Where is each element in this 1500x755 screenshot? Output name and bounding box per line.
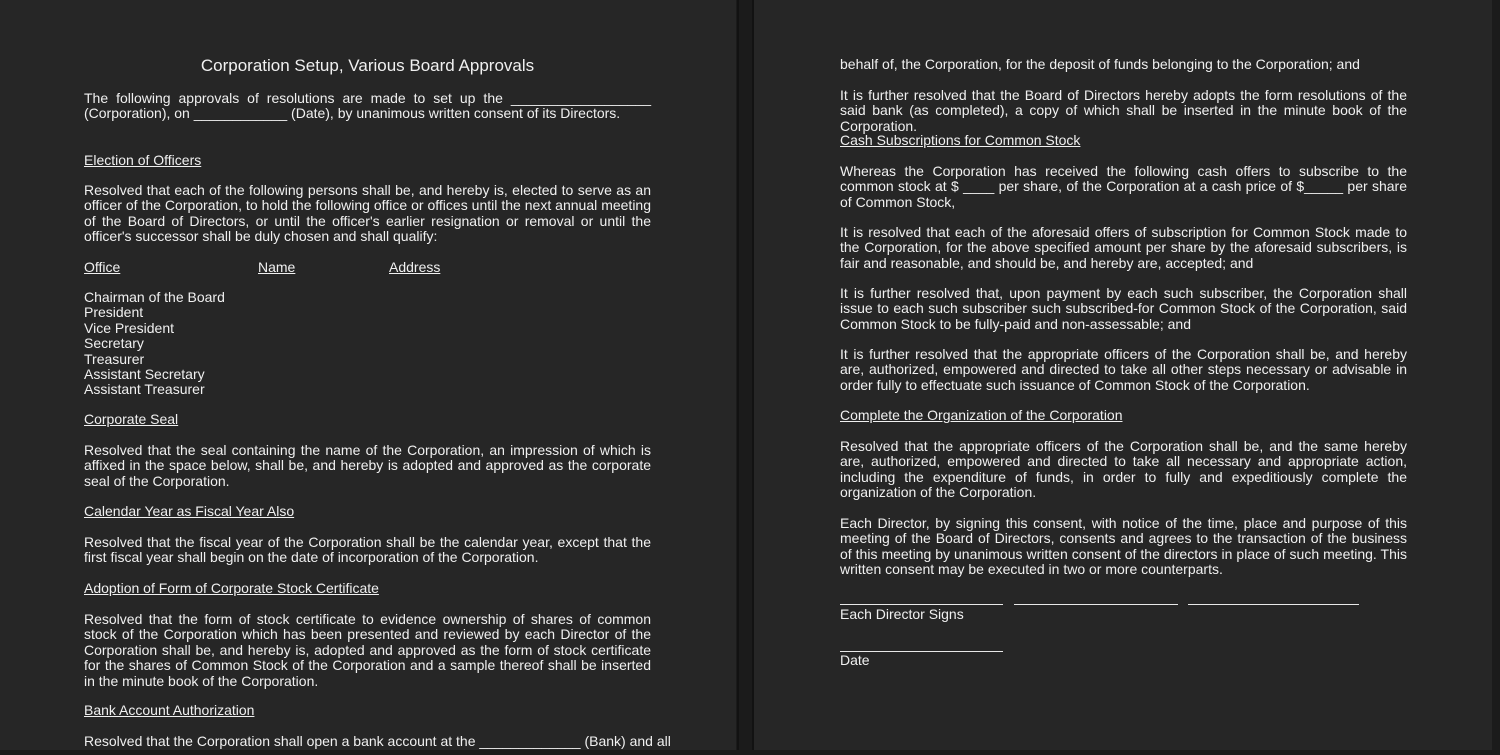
signature-line-3 — [1188, 604, 1359, 605]
certificate-heading: Adoption of Form of Corporate Stock Certificate — [84, 580, 379, 596]
complete-paragraph-1: Resolved that the appropriate officers of the Corporation shall be, and the same hereby are, authorized, empowered and directed to take all necessary and appropriate action, including the expenditure of funds, in order to fully and expeditiously complete the organization of the Corporation. — [840, 438, 1407, 501]
signature-line-2 — [1014, 604, 1178, 605]
bank-form-paragraph: It is further resolved that the Board of Directors hereby adopts the form resolutions of the said bank (as completed), a copy of which shall be inserted in the minute book of the Corporation. — [840, 87, 1407, 134]
office-item: Assistant Secretary — [84, 366, 205, 383]
document-title: Corporation Setup, Various Board Approvals — [200, 56, 535, 75]
document-page-right — [754, 0, 1492, 750]
bank-heading: Bank Account Authorization — [84, 702, 255, 718]
address-column-header: Address — [389, 259, 441, 275]
office-item: Secretary — [84, 335, 144, 352]
date-label: Date — [840, 652, 870, 668]
fiscal-heading: Calendar Year as Fiscal Year Also — [84, 503, 295, 519]
office-item: Assistant Treasurer — [84, 381, 205, 398]
signature-line-1 — [840, 604, 1003, 605]
bank-paragraph-start: Resolved that the Corporation shall open a bank account at the _____________ (Bank) and all — [84, 733, 671, 749]
office-item: Vice President — [84, 319, 175, 336]
intro-paragraph: The following approvals of resolutions are made to set up the __________________ (Corporation), on ____________ (Date), by unanimous written consent of its Directors. — [84, 90, 651, 122]
office-item: Chairman of the Board — [84, 289, 225, 305]
signature-label: Each Director Signs — [840, 606, 964, 622]
seal-heading: Corporate Seal — [84, 411, 179, 427]
document-page-left — [0, 0, 736, 750]
office-column-header: Office — [84, 259, 121, 275]
office-item: President — [84, 304, 144, 321]
cash-paragraph-2: It is resolved that each of the aforesaid offers of subscription for Common Stock made to the Corporation, for the above specified amount per share by the aforesaid subscribers, is fair and reasonable, and should be, and hereby are, accepted; and — [840, 224, 1407, 271]
certificate-paragraph: Resolved that the form of stock certificate to evidence ownership of shares of common stock of the Corporation which has been presented and reviewed by each Director of the Corporation shall be, and hereby is, adopted and approved as the form of stock certificate for the shares of Common Stock of the Corporation and a sample thereof shall be inserted in the minute book of the Corporation. — [84, 611, 651, 689]
name-column-header: Name — [258, 259, 296, 275]
bank-paragraph-continued: behalf of, the Corporation, for the deposit of funds belonging to the Corporation; and — [840, 56, 1360, 72]
complete-heading: Complete the Organization of the Corporation — [840, 407, 1123, 423]
office-item: Treasurer — [84, 350, 145, 367]
election-heading: Election of Officers — [84, 152, 202, 168]
cash-heading: Cash Subscriptions for Common Stock — [840, 132, 1081, 148]
consent-paragraph: Each Director, by signing this consent, with notice of the time, place and purpose of this meeting of the Board of Directors, consents and agrees to the transaction of the business of this meeting by unanimous written consent of the directors in place of such meeting. This written consent may be executed in two or more counterparts. — [840, 515, 1407, 578]
election-paragraph: Resolved that each of the following persons shall be, and hereby is, elected to serve as an officer of the Corporation, to hold the following office or offices until the next annual meeting of the Board of Directors, or until the officer's earlier resignation or removal or until the officer's successor shall be duly chosen and shall qualify: — [84, 182, 651, 245]
cash-paragraph-1: Whereas the Corporation has received the following cash offers to subscribe to the common stock at $ ____ per share, of the Corporation at a cash price of $_____ per share of Common Stock, — [840, 163, 1407, 210]
fiscal-paragraph: Resolved that the fiscal year of the Corporation shall be the calendar year, except that the first fiscal year shall begin on the date of incorporation of the Corporation. — [84, 534, 651, 566]
seal-paragraph: Resolved that the seal containing the name of the Corporation, an impression of which is affixed in the space below, shall be, and hereby is adopted and approved as the corporate seal of the Corporation. — [84, 442, 651, 489]
cash-paragraph-3: It is further resolved that, upon payment by each such subscriber, the Corporation shall issue to each such subscriber such subscribed-for Common Stock of the Corporation, said Common Stock to be fully-paid and non-assessable; and — [840, 285, 1407, 332]
cash-paragraph-4: It is further resolved that the appropriate officers of the Corporation shall be, and hereby are, authorized, empowered and directed to take all other steps necessary or advisable in order fully to effectuate such issuance of Common Stock of the Corporation. — [840, 346, 1407, 393]
officer-list — [84, 290, 225, 398]
